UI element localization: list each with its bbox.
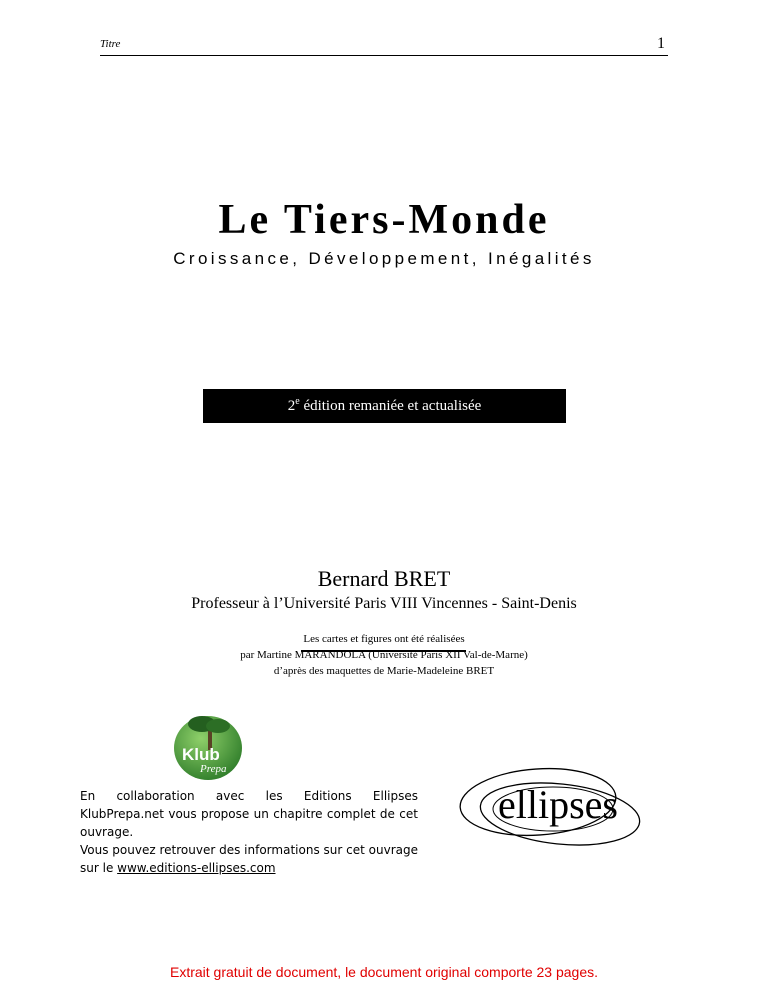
ellipses-logo-text: ellipses bbox=[498, 782, 618, 827]
klub-logo-line1: Klub bbox=[182, 745, 220, 764]
klubprepa-logo[interactable] bbox=[172, 712, 245, 782]
author-name: Bernard BRET bbox=[317, 566, 451, 591]
promo-text bbox=[80, 787, 418, 877]
ellipses-publisher-logo[interactable] bbox=[458, 762, 658, 852]
klub-logo-line2: Prepa bbox=[200, 763, 227, 775]
edition-number: 2 bbox=[287, 398, 296, 414]
editions-ellipses-link[interactable]: www.editions-ellipses.com bbox=[117, 861, 276, 875]
credits-line: d’après des maquettes de Marie-Madeleine BRET bbox=[273, 665, 495, 677]
credits-line: Les cartes et figures ont été réalisées bbox=[303, 633, 465, 645]
promo-paragraph: En collaboration avec les Editions Ellipses KlubPrepa.net vous propose un chapitre complet de cet ouvrage. bbox=[80, 789, 418, 839]
book-title: Le Tiers-Monde bbox=[218, 197, 550, 243]
header-rule bbox=[100, 55, 668, 56]
edition-superscript: e bbox=[295, 396, 300, 407]
header-label: Titre bbox=[100, 38, 121, 50]
author-affiliation: Professeur à l’Université Paris VIII Vincennes - Saint-Denis bbox=[191, 595, 577, 612]
credits-line: par Martine MARANDOLA (Université Paris XII Val-de-Marne) bbox=[240, 649, 528, 661]
edition-text: édition remaniée et actualisée bbox=[299, 398, 482, 414]
edition-banner bbox=[203, 389, 566, 423]
footer-excerpt-note: Extrait gratuit de document, le document original comporte 23 pages. bbox=[169, 964, 599, 980]
credits bbox=[0, 631, 768, 679]
book-subtitle: Croissance, Développement, Inégalités bbox=[173, 249, 595, 268]
promo-paragraph-prefix: Vous pouvez retrouver des informations sur cet ouvrage sur le bbox=[80, 843, 418, 875]
promo-paragraph bbox=[80, 841, 418, 877]
separator-rule bbox=[301, 650, 466, 652]
page-number: 1 bbox=[657, 35, 665, 52]
